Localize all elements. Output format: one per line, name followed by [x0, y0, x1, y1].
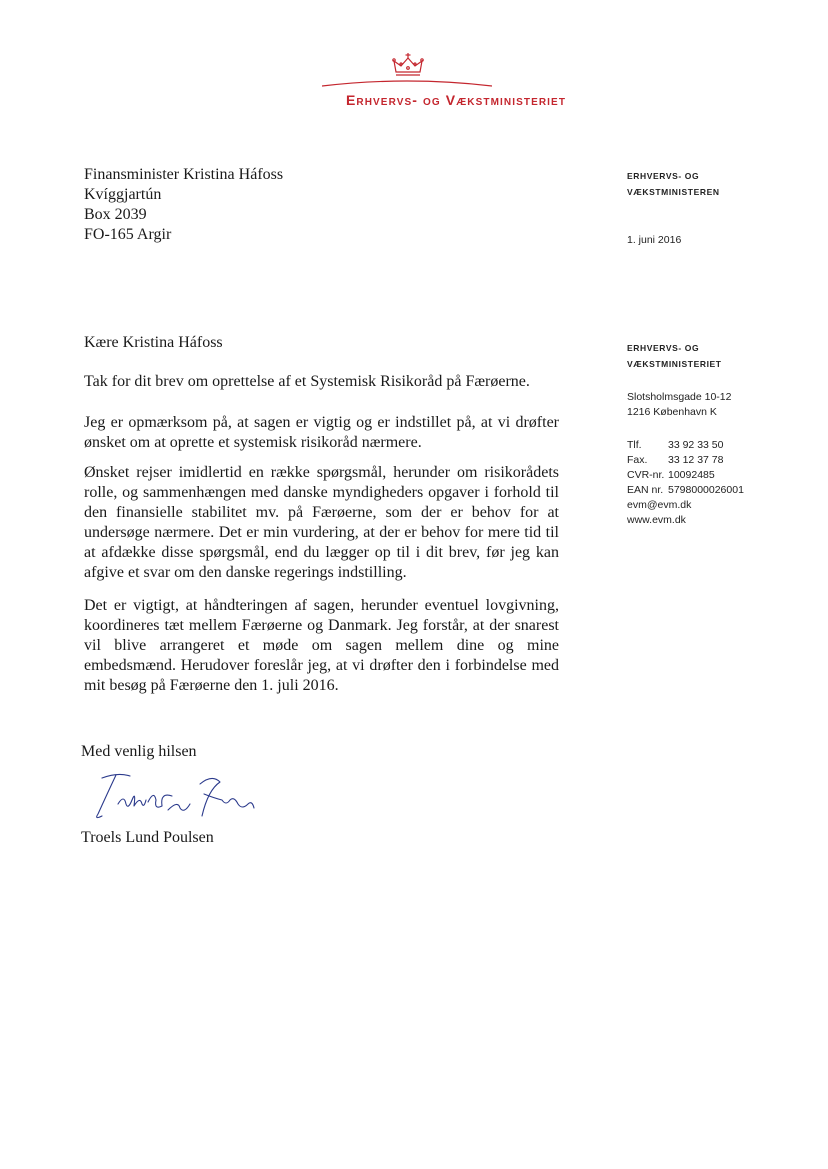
email-link[interactable]: evm@evm.dk [627, 499, 692, 511]
paragraph: Jeg er opmærksom på, at sagen er vigtig og er indstillet på, at vi drøfter ønsket om at oprette et systemisk risikoråd nærmere. [84, 414, 559, 451]
recipient-line: Box 2039 [84, 206, 147, 223]
closing: Med venlig hilsen [81, 743, 197, 760]
ministry-block-title: ERHVERVS- OG VÆKSTMINISTERIET [627, 343, 722, 369]
ministry-address [627, 390, 731, 420]
letter-date: 1. juni 2016 [627, 234, 682, 246]
contact-row: Tlf. 33 92 33 50 [627, 439, 724, 451]
letterhead-rule [322, 78, 492, 88]
paragraph: Det er vigtigt, at håndteringen af sagen, herunder eventuel lovgivning, koordineres tæt mellem Færøerne og Danmark. Jeg forstår, at der snarest vil blive arrangeret et møde om sagen mellem dine og mine embedsmænd. Herudover foreslår jeg, at vi drøfter den i forbindelse med mit besøg på Færøerne den 1. juli 2016. [84, 597, 559, 694]
recipient-address [84, 165, 283, 245]
recipient-line: FO-165 Argir [84, 226, 172, 243]
contact-row: Fax. 33 12 37 78 [627, 454, 724, 466]
crown-icon [391, 52, 425, 78]
paragraph: Tak for dit brev om oprettelse af et Systemisk Risikoråd på Færøerne. [84, 373, 530, 390]
recipient-line: Finansminister Kristina Háfoss [84, 166, 284, 183]
city: 1216 København K [627, 406, 717, 418]
letterhead [0, 48, 828, 118]
contact-row: CVR-nr. 10092485 [627, 469, 715, 481]
street: Slotsholmsgade 10-12 [627, 391, 732, 403]
ministry-contact [627, 438, 744, 528]
contact-row: EAN nr. 5798000026001 [627, 484, 744, 496]
ministry-name: Erhvervs- og Vækstministeriet [345, 92, 567, 108]
paragraph: Ønsket rejser imidlertid en række spørgsmål, herunder om risikorådets rolle, og sammenhængen med danske myndigheders opgaver i forhold til den finansielle stabilitet mv. på Færøerne, som der er behov for at undersøge nærmere. Det er min vurdering, at der er behov for mere tid til at afdække disse spørgsmål, end du lægger op til i dit brev, før jeg kan afgive et svar om den danske regerings indstilling. [84, 464, 559, 581]
signer-name: Troels Lund Poulsen [81, 829, 214, 846]
sender-title: ERHVERVS- OG VÆKSTMINISTEREN [627, 171, 720, 197]
recipient-line: Kvíggjartún [84, 186, 162, 203]
signature-icon [88, 770, 258, 825]
website-link[interactable]: www.evm.dk [627, 514, 686, 526]
salutation: Kære Kristina Háfoss [84, 334, 223, 351]
